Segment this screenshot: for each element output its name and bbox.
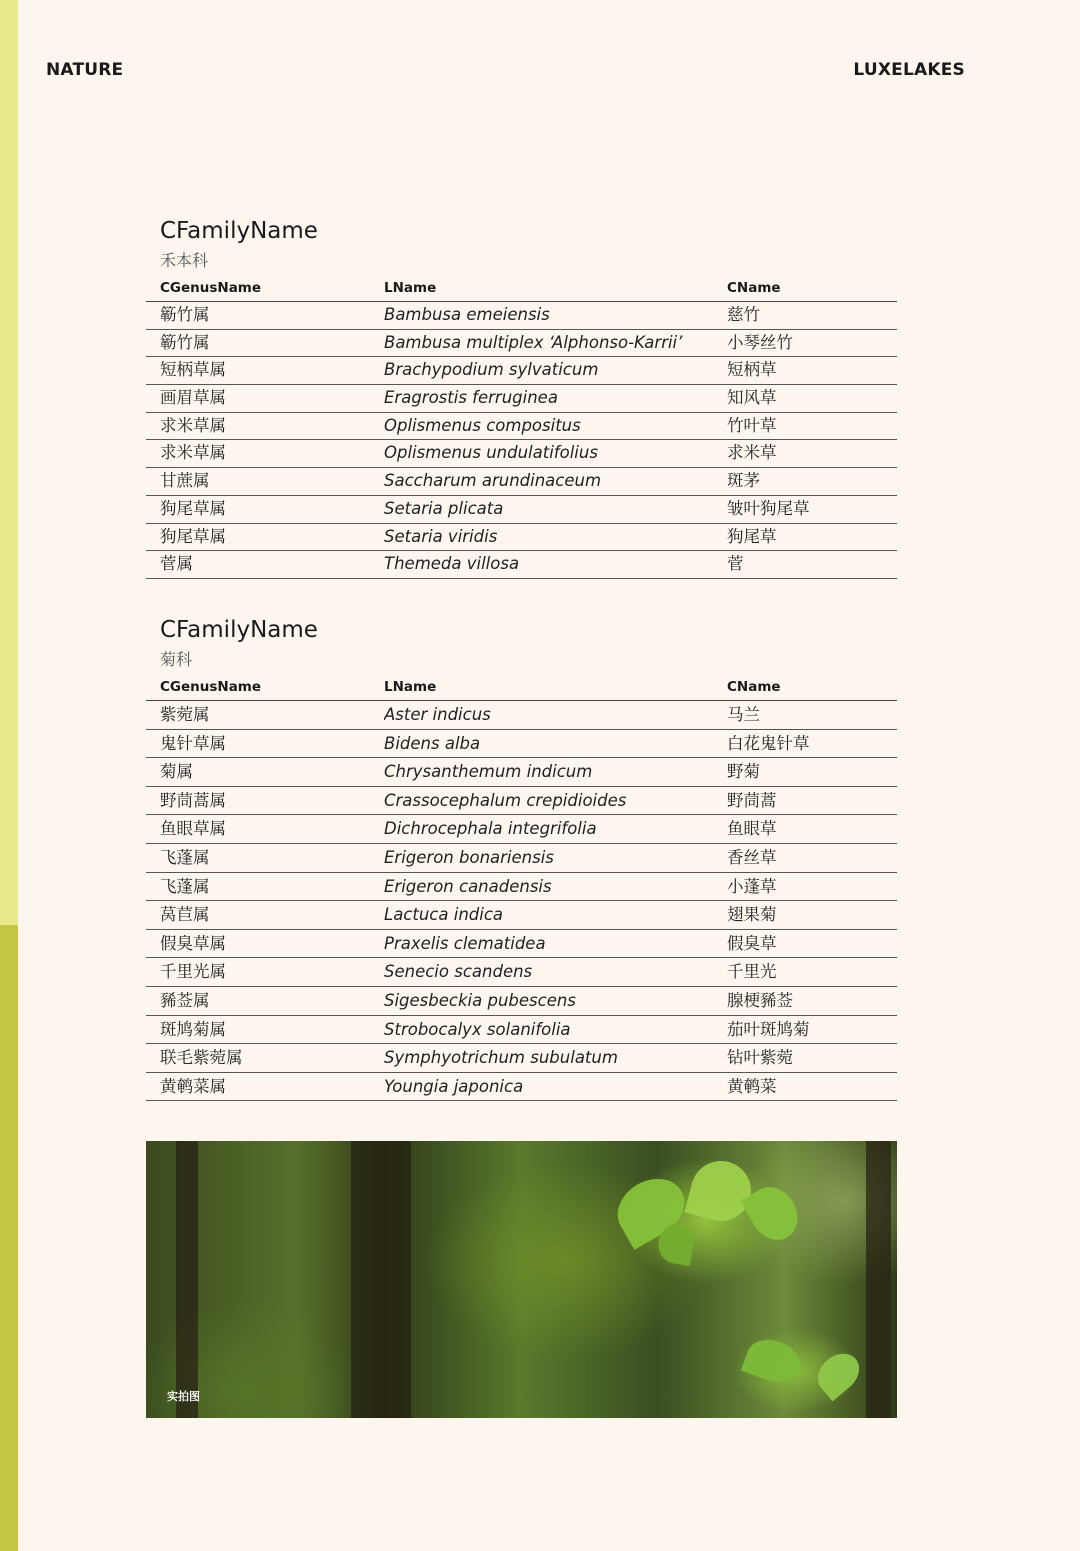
- genus-cell: 菅属: [160, 554, 193, 574]
- latin-cell: Erigeron bonariensis: [384, 847, 554, 867]
- latin-cell: Themeda villosa: [384, 554, 520, 574]
- photo-caption: 实拍图: [167, 1390, 200, 1403]
- latin-cell: Bidens alba: [384, 733, 481, 753]
- chinese-cell: 腺梗豨莶: [727, 990, 793, 1010]
- latin-cell: Bambusa emeiensis: [384, 305, 550, 324]
- chinese-cell: 小蓬草: [727, 876, 777, 896]
- table-row: [146, 551, 897, 579]
- latin-cell: Senecio scandens: [384, 962, 533, 982]
- genus-cell: 黄鹌菜属: [160, 1076, 226, 1096]
- chinese-cell: 小琴丝竹: [727, 332, 793, 352]
- header-brand-label: LUXELAKES: [853, 60, 965, 80]
- column-header-chinese: CName: [727, 280, 781, 296]
- genus-cell: 飞蓬属: [160, 876, 210, 896]
- chinese-cell: 鱼眼草: [727, 819, 777, 839]
- family-chinese-name: 菊科: [160, 650, 193, 669]
- table-row: [146, 413, 897, 441]
- table-row: [146, 302, 897, 330]
- latin-cell: Strobocalyx solanifolia: [384, 1019, 571, 1039]
- genus-cell: 狗尾草属: [160, 498, 226, 518]
- column-header-chinese: CName: [727, 679, 781, 695]
- family-title: CFamilyName: [160, 617, 318, 643]
- table-row: [146, 815, 897, 844]
- family-section-2: [146, 615, 897, 1101]
- leaf-shape: [741, 1333, 806, 1389]
- genus-cell: 画眉草属: [160, 388, 226, 408]
- latin-cell: Erigeron canadensis: [384, 876, 552, 896]
- table-body: [146, 701, 897, 1101]
- chinese-cell: 茄叶斑鸠菊: [727, 1019, 810, 1039]
- genus-cell: 菊属: [160, 762, 193, 782]
- chinese-cell: 马兰: [727, 705, 760, 724]
- forest-photo: [146, 1141, 897, 1418]
- table-row: [146, 901, 897, 930]
- latin-cell: Saccharum arundinaceum: [384, 471, 602, 491]
- chinese-cell: 野菊: [727, 762, 760, 782]
- table-row: [146, 873, 897, 902]
- genus-cell: 豨莶属: [160, 990, 210, 1010]
- genus-cell: 求米草属: [160, 443, 226, 463]
- chinese-cell: 慈竹: [727, 305, 760, 324]
- chinese-cell: 知风草: [727, 388, 777, 408]
- table-row: [146, 440, 897, 468]
- leaf-shape: [684, 1154, 757, 1227]
- genus-cell: 狗尾草属: [160, 526, 226, 546]
- column-header-genus: CGenusName: [160, 679, 262, 695]
- family-section-1: [146, 216, 897, 579]
- column-header-genus: CGenusName: [160, 280, 262, 296]
- latin-cell: Setaria viridis: [384, 526, 498, 546]
- column-header-latin: LName: [384, 679, 437, 695]
- genus-cell: 求米草属: [160, 415, 226, 435]
- chinese-cell: 钻叶紫菀: [727, 1048, 793, 1068]
- leaf-shape: [810, 1346, 867, 1402]
- table-body: [146, 302, 897, 579]
- genus-cell: 千里光属: [160, 962, 226, 982]
- chinese-cell: 白花鬼针草: [727, 733, 810, 753]
- genus-cell: 紫菀属: [160, 705, 210, 724]
- table-row: [146, 844, 897, 873]
- sidebar-accent-bottom: [0, 925, 18, 1551]
- table-row: [146, 496, 897, 524]
- latin-cell: Lactuca indica: [384, 905, 504, 925]
- table-row: [146, 930, 897, 959]
- family-title: CFamilyName: [160, 218, 318, 244]
- chinese-cell: 野茼蒿: [727, 790, 777, 810]
- latin-cell: Youngia japonica: [384, 1076, 524, 1096]
- latin-cell: Oplismenus compositus: [384, 415, 581, 435]
- table-row: [146, 758, 897, 787]
- chinese-cell: 香丝草: [727, 847, 777, 867]
- chinese-cell: 斑茅: [727, 471, 760, 491]
- tree-trunk: [351, 1141, 411, 1418]
- table-row: [146, 1073, 897, 1102]
- chinese-cell: 菅: [727, 554, 744, 574]
- genus-cell: 簕竹属: [160, 305, 210, 324]
- tree-trunk: [866, 1141, 891, 1418]
- latin-cell: Brachypodium sylvaticum: [384, 360, 599, 380]
- latin-cell: Dichrocephala integrifolia: [384, 819, 597, 839]
- table-header: [146, 676, 897, 701]
- chinese-cell: 求米草: [727, 443, 777, 463]
- table-header: [146, 277, 897, 302]
- latin-cell: Setaria plicata: [384, 498, 504, 518]
- genus-cell: 野茼蒿属: [160, 790, 226, 810]
- genus-cell: 联毛紫菀属: [160, 1048, 243, 1068]
- genus-cell: 鱼眼草属: [160, 819, 226, 839]
- latin-cell: Bambusa multiplex ‘Alphonso-Karrii’: [384, 332, 683, 352]
- chinese-cell: 千里光: [727, 962, 777, 982]
- chinese-cell: 黄鹌菜: [727, 1076, 777, 1096]
- table-row: [146, 330, 897, 358]
- header-section-label: NATURE: [46, 60, 124, 80]
- chinese-cell: 狗尾草: [727, 526, 777, 546]
- latin-cell: Oplismenus undulatifolius: [384, 443, 598, 463]
- genus-cell: 鬼针草属: [160, 733, 226, 753]
- genus-cell: 甘蔗属: [160, 471, 210, 491]
- chinese-cell: 竹叶草: [727, 415, 777, 435]
- chinese-cell: 皱叶狗尾草: [727, 498, 810, 518]
- table-row: [146, 385, 897, 413]
- chinese-cell: 假臭草: [727, 933, 777, 953]
- table-row: [146, 730, 897, 759]
- latin-cell: Crassocephalum crepidioides: [384, 790, 627, 810]
- column-header-latin: LName: [384, 280, 437, 296]
- latin-cell: Sigesbeckia pubescens: [384, 990, 576, 1010]
- genus-cell: 簕竹属: [160, 332, 210, 352]
- table-row: [146, 787, 897, 816]
- table-row: [146, 468, 897, 496]
- family-chinese-name: 禾本科: [160, 251, 209, 270]
- genus-cell: 莴苣属: [160, 905, 210, 925]
- table-row: [146, 357, 897, 385]
- latin-cell: Chrysanthemum indicum: [384, 762, 593, 782]
- sidebar-accent-top: [0, 0, 18, 925]
- latin-cell: Eragrostis ferruginea: [384, 388, 558, 408]
- table-row: [146, 958, 897, 987]
- genus-cell: 斑鸠菊属: [160, 1019, 226, 1039]
- genus-cell: 假臭草属: [160, 933, 226, 953]
- table-row: [146, 987, 897, 1016]
- latin-cell: Praxelis clematidea: [384, 933, 546, 953]
- table-row: [146, 701, 897, 730]
- chinese-cell: 翅果菊: [727, 905, 777, 925]
- genus-cell: 短柄草属: [160, 360, 226, 380]
- tree-trunk: [176, 1141, 198, 1418]
- table-row: [146, 524, 897, 552]
- latin-cell: Aster indicus: [384, 705, 491, 724]
- chinese-cell: 短柄草: [727, 360, 777, 380]
- table-row: [146, 1044, 897, 1073]
- table-row: [146, 1016, 897, 1045]
- latin-cell: Symphyotrichum subulatum: [384, 1048, 618, 1068]
- genus-cell: 飞蓬属: [160, 847, 210, 867]
